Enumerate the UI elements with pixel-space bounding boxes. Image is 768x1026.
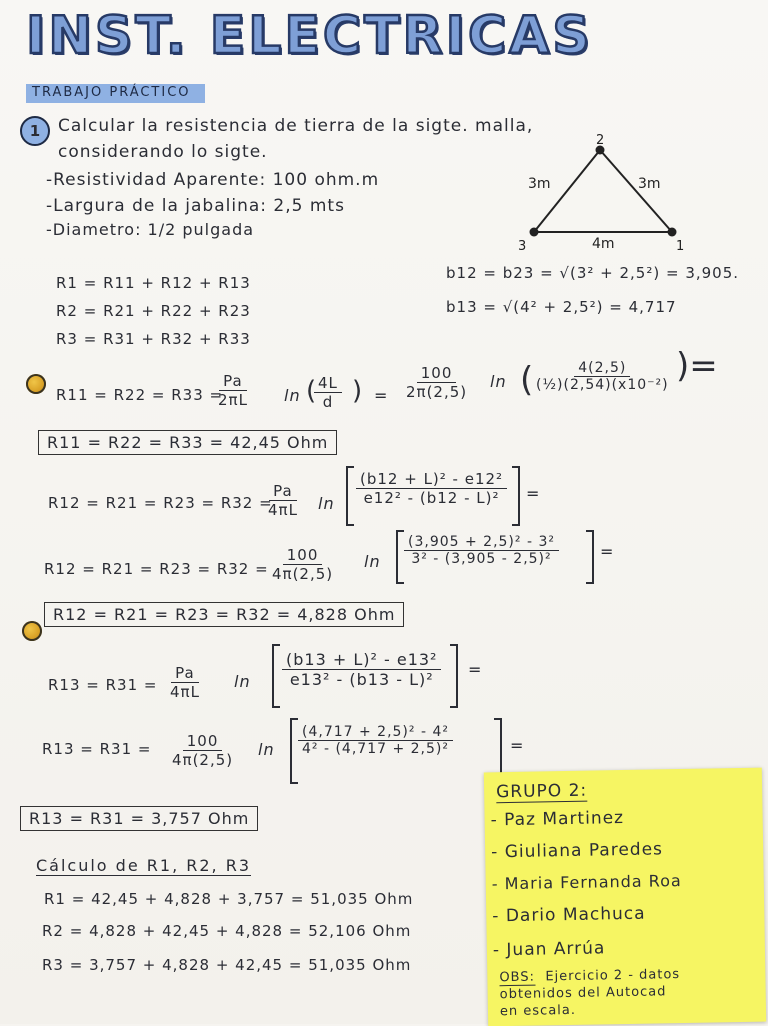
problem-statement-line2: considerando lo sigte. [58, 142, 268, 162]
fraction-numerator: (b13 + L)² - e13² [282, 650, 441, 670]
fraction-numerator: Pa [269, 482, 297, 501]
ln-symbol: ln [318, 494, 335, 513]
paren: ( [306, 376, 317, 406]
obs-label: OBS: [499, 969, 536, 986]
bracket-left [346, 466, 354, 526]
formula-r1: R1 = R11 + R12 + R13 [56, 274, 251, 292]
parameter-rod-length: -Largura de la jabalina: 2,5 mts [46, 196, 345, 216]
total-r1: R1 = 42,45 + 4,828 + 3,757 = 51,035 Ohm [44, 890, 414, 908]
node-label-2: 2 [596, 133, 605, 148]
total-r2: R2 = 4,828 + 42,45 + 4,828 = 52,106 Ohm [42, 922, 412, 940]
fraction-denominator: 3² - (3,905 - 2,5)² [411, 551, 552, 567]
fraction-numerator: (4,717 + 2,5)² - 4² [298, 724, 453, 741]
fraction-r13b-log-arg [298, 724, 453, 757]
ln-symbol: ln [234, 672, 251, 691]
fraction-denominator: 2π(2,5) [406, 383, 468, 401]
formula-r13-end: = [468, 660, 482, 679]
formula-r13b-end: = [510, 736, 524, 755]
group-member: - Giuliana Paredes [491, 839, 664, 863]
formula-b12: b12 = b23 = √(3² + 2,5²) = 3,905. [446, 264, 740, 282]
bracket-left [396, 530, 404, 584]
fraction-denominator: d [322, 393, 334, 411]
side-label-base: 4m [592, 236, 615, 252]
formula-r12-end: = [526, 484, 540, 503]
problem-statement-line1: Calcular la resistencia de tierra de la sigte. malla, [58, 116, 534, 136]
binder-hole [26, 374, 46, 394]
fraction-numerator: 4L [314, 374, 342, 393]
group-member: - Dario Machuca [492, 903, 646, 927]
fraction-denominator: 4πL [268, 501, 298, 519]
group-member: - Maria Fernanda Roa [491, 871, 682, 894]
fraction-numerator: 100 [183, 732, 223, 751]
fraction-denominator: 4π(2,5) [272, 565, 334, 583]
ln-symbol: ln [490, 372, 507, 391]
fraction-denominator: 4² - (4,717 + 2,5)² [302, 741, 449, 757]
fraction-denominator: e12² - (b12 - L)² [363, 489, 500, 507]
result-box-r12: R12 = R21 = R23 = R32 = 4,828 Ohm [44, 602, 404, 627]
fraction-4x25-diameter [532, 360, 673, 393]
obs-line2: obtenidos del Autocad [499, 984, 667, 1003]
page-title: INST. ELECTRICAS [26, 6, 593, 66]
fraction-denominator: 2πL [218, 391, 248, 409]
equals-sign: = [374, 386, 388, 405]
obs-line3: en escala. [499, 1002, 577, 1020]
node-3 [530, 228, 539, 237]
obs-line1: Ejercicio 2 - datos [545, 967, 681, 985]
bracket-right [586, 530, 594, 584]
fraction-denominator: e13² - (b13 - L)² [289, 670, 434, 689]
ln-symbol: ln [284, 386, 301, 405]
fraction-numerator: Pa [171, 664, 199, 683]
formula-r12b-end: = [600, 542, 614, 561]
fraction-numerator: 4(2,5) [574, 360, 630, 377]
fraction-r13-pa-4pil [166, 664, 204, 701]
fraction-r12b-log-arg [404, 534, 559, 567]
result-box-r13: R13 = R31 = 3,757 Ohm [20, 806, 258, 831]
fraction-denominator: 4πL [170, 683, 200, 701]
fraction-100-2pi25 [402, 364, 471, 401]
sticky-heading: GRUPO 2: [495, 780, 588, 803]
formula-r13-lhs: R13 = R31 = [48, 676, 158, 694]
formula-r12-lhs: R12 = R21 = R23 = R32 = [48, 494, 273, 512]
bracket-right [450, 644, 458, 708]
page-subtitle: TRABAJO PRÁCTICO [26, 84, 205, 103]
parameter-diameter: -Diametro: 1/2 pulgada [46, 220, 255, 239]
paren: ( [520, 360, 534, 400]
formula-r2: R2 = R21 + R22 + R23 [56, 302, 251, 320]
group-member: - Juan Arrúa [492, 938, 606, 961]
formula-r13b-lhs: R13 = R31 = [42, 740, 152, 758]
bracket-left [290, 718, 298, 784]
side-label-left: 3m [528, 176, 551, 192]
ln-symbol: ln [258, 740, 275, 759]
fraction-r13b-100-4pi25 [168, 732, 237, 769]
bracket-left [272, 644, 280, 708]
paren: ) [352, 376, 363, 406]
ln-symbol: ln [364, 552, 381, 571]
fraction-numerator: (3,905 + 2,5)² - 3² [404, 534, 559, 551]
fraction-denominator: (½)(2,54)(x10⁻²) [536, 377, 669, 393]
node-label-3: 3 [518, 239, 527, 254]
fraction-numerator: Pa [219, 372, 247, 391]
formula-b13: b13 = √(4² + 2,5²) = 4,717 [446, 298, 677, 316]
fraction-numerator: 100 [417, 364, 457, 383]
fraction-4l-d [314, 374, 342, 411]
sticky-note [484, 768, 766, 1026]
problem-number-badge: 1 [20, 116, 50, 146]
fraction-numerator: (b12 + L)² - e12² [356, 470, 507, 489]
formula-r11-end: )= [676, 346, 718, 386]
node-1 [668, 228, 677, 237]
result-box-r11: R11 = R22 = R33 = 42,45 Ohm [38, 430, 337, 455]
fraction-r12-log-arg [356, 470, 507, 507]
total-r3: R3 = 3,757 + 4,828 + 42,45 = 51,035 Ohm [42, 956, 412, 974]
fraction-denominator: 4π(2,5) [172, 751, 234, 769]
totals-heading: Cálculo de R1, R2, R3 [36, 856, 251, 875]
fraction-r12b-100-4pi25 [268, 546, 337, 583]
fraction-r13-log-arg [282, 650, 441, 689]
mesh-triangle-diagram [500, 128, 710, 256]
bracket-right [512, 466, 520, 526]
fraction-numerator: 100 [283, 546, 323, 565]
side-label-right: 3m [638, 176, 661, 192]
node-label-1: 1 [676, 239, 685, 254]
fraction-r12-pa-4pil [264, 482, 302, 519]
formula-r12b-lhs: R12 = R21 = R23 = R32 = [44, 560, 269, 578]
fraction-r11-pa-2pil [214, 372, 252, 409]
group-member: - Paz Martinez [490, 808, 625, 831]
formula-r11-lhs: R11 = R22 = R33 = [56, 386, 224, 404]
binder-hole [22, 621, 42, 641]
parameter-resistivity: -Resistividad Aparente: 100 ohm.m [46, 170, 380, 190]
formula-r3: R3 = R31 + R32 + R33 [56, 330, 251, 348]
